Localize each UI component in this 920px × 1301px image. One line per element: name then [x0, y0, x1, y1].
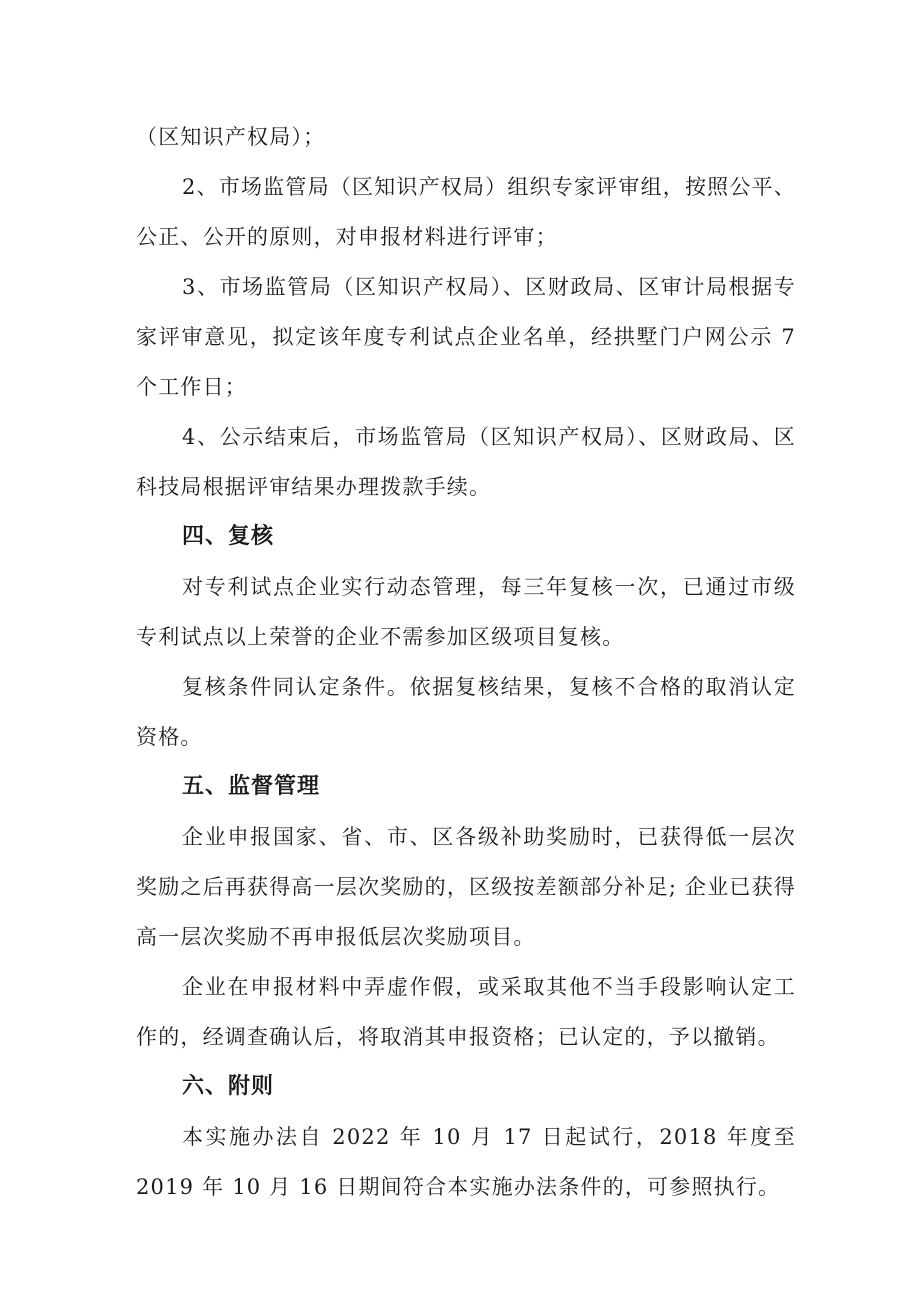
- paragraph-item-2: 2、市场监管局（区知识产权局）组织专家评审组，按照公平、公正、公开的原则，对申报材料进行评审；: [136, 175, 796, 249]
- paragraph-supervision-1: 企业申报国家、省、市、区各级补助奖励时，已获得低一层次奖励之后再获得高一层次奖励的，区级按差额部分补足; 企业已获得高一层次奖励不再申报低层次奖励项目。: [136, 825, 796, 949]
- paragraph-item-3: 3、市场监管局（区知识产权局）、区财政局、区审计局根据专家评审意见，拟定该年度专利试点企业名单，经拱墅门户网公示 7 个工作日；: [136, 275, 796, 399]
- document-page: [136, 112, 796, 1212]
- paragraph-supervision-2: 企业在申报材料中弄虚作假，或采取其他不当手段影响认定工作的，经调查确认后，将取消其申报资格；已认定的，予以撤销。: [136, 975, 796, 1049]
- section-heading-supplementary: 六、附则: [182, 1074, 275, 1099]
- section-heading-supervision: 五、监督管理: [182, 774, 321, 799]
- paragraph-item-4: 4、公示结束后，市场监管局（区知识产权局）、区财政局、区科技局根据评审结果办理拨款手续。: [136, 425, 796, 499]
- paragraph-review-2: 复核条件同认定条件。依据复核结果，复核不合格的取消认定资格。: [136, 675, 796, 749]
- paragraph-supplementary-1: 本实施办法自 2022 年 10 月 17 日起试行，2018 年度至 2019 年 10 月 16 日期间符合本实施办法条件的，可参照执行。: [136, 1125, 796, 1199]
- section-heading-review: 四、复核: [182, 524, 275, 549]
- paragraph-continuation: （区知识产权局）；: [136, 125, 326, 149]
- paragraph-review-1: 对专利试点企业实行动态管理，每三年复核一次，已通过市级专利试点以上荣誉的企业不需参加区级项目复核。: [136, 575, 796, 649]
